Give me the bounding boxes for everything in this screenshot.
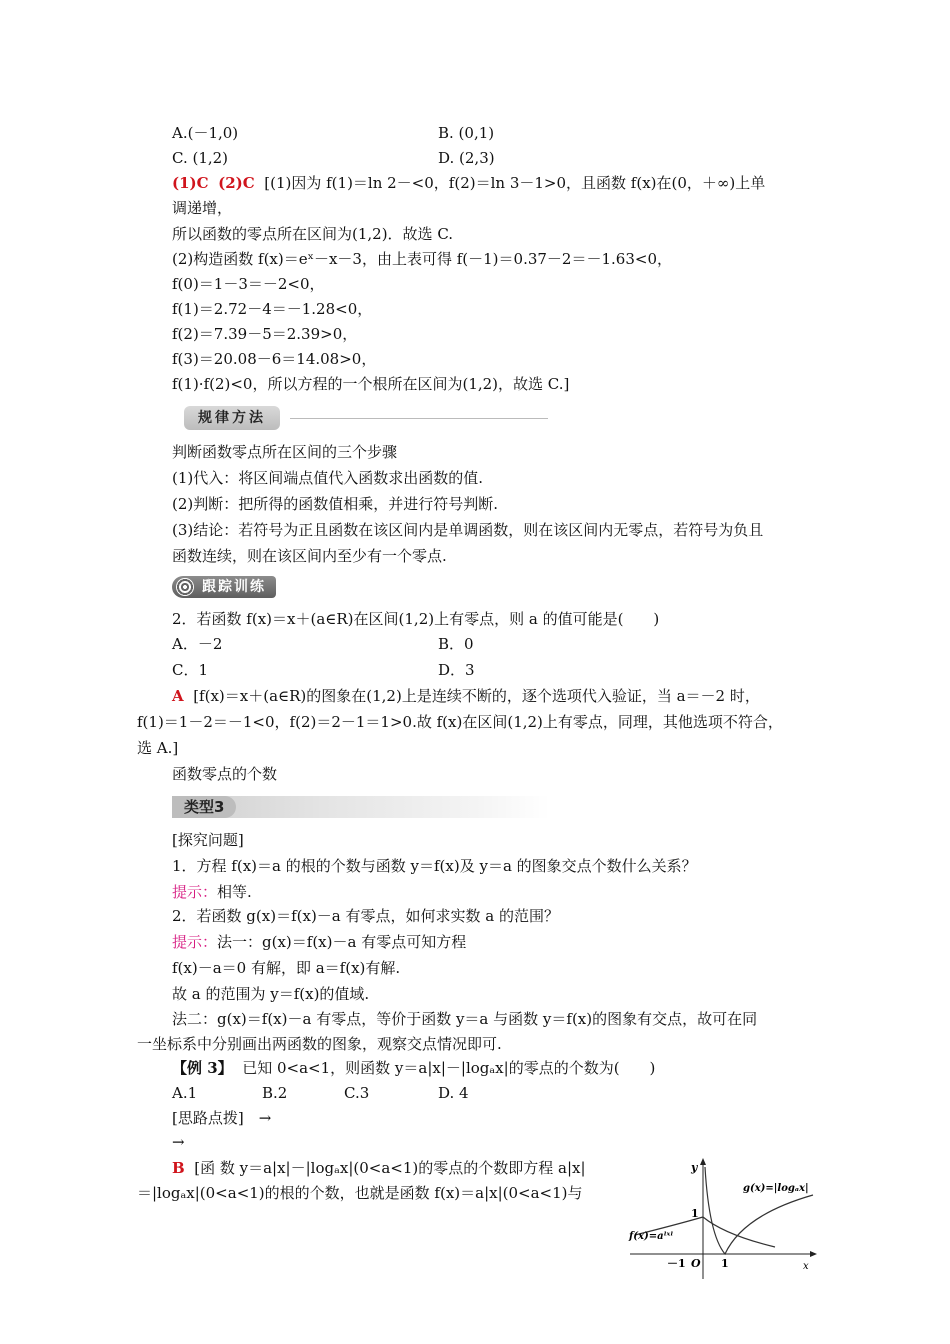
track-answer-label: A — [172, 687, 184, 705]
track-question: 2．若函数 f(x)＝x＋(a∈R)在区间(1,2)上有零点，则 a 的值可能是( ) — [172, 610, 660, 628]
q1-option-a: A.(－1,0) — [172, 124, 239, 142]
method-step-3a: (3)结论：若符号为正且函数在该区间内是单调函数，则在该区间内无零点，若符号为负且 — [172, 521, 764, 539]
y-tick-one: 1 — [691, 1207, 699, 1220]
hint-2 — [172, 932, 466, 952]
f-label: f(x)=aˡˣˡ — [629, 1231, 674, 1242]
example-3-label: 【例 3】 — [172, 1059, 233, 1077]
track-option-c: C．1 — [172, 661, 209, 679]
answer-1-line5: f(0)＝1－3＝－2<0， — [172, 275, 325, 293]
example-option-d: D. 4 — [438, 1084, 469, 1102]
example-answer-label: B — [172, 1159, 185, 1177]
explore-q2: 2．若函数 g(x)＝f(x)－a 有零点，如何求实数 a 的范围？ — [172, 907, 559, 925]
q1-option-b: B. (0,1) — [438, 124, 495, 142]
answer-1-line6: f(1)＝2.72－4＝－1.28<0， — [172, 300, 373, 318]
q1-option-c: C. (1,2) — [172, 149, 229, 167]
explore-label: [探究问题] — [172, 831, 244, 849]
section-heading: 函数零点的个数 — [172, 765, 278, 783]
target-icon — [176, 578, 194, 596]
track-answer-text: [f(x)＝x＋(a∈R)的图象在(1,2)上是连续不断的，逐个选项代入验证，当 a＝－2 时， — [193, 687, 760, 705]
q1-option-d: D. (2,3) — [438, 149, 495, 167]
answer-1-line8: f(3)＝20.08－6＝14.08>0， — [172, 350, 377, 368]
example-3-text: 已知 0<a<1，则函数 y＝a|x|－|logₐx|的零点的个数为( ) — [242, 1059, 656, 1077]
method-step-3b: 函数连续，则在该区间内至少有一个零点. — [172, 547, 447, 565]
function-graph — [625, 1155, 825, 1285]
track-tag — [172, 576, 276, 598]
y-axis-arrow — [700, 1158, 706, 1165]
example-hint: [思路点拨] → — [172, 1109, 272, 1127]
track-answer-line3: 选 A.] — [137, 739, 179, 757]
hint-2-label: 提示： — [172, 933, 218, 951]
x-axis-arrow — [810, 1251, 817, 1257]
x-tick-one: 1 — [721, 1257, 729, 1270]
answer-1-line4: (2)构造函数 f(x)＝eˣ－x－3，由上表可得 f(－1)＝0.37－2＝－1.63<0， — [172, 250, 672, 268]
method-title: 判断函数零点所在区间的三个步骤 — [172, 443, 398, 461]
answer-1-line2: 调递增， — [172, 199, 233, 217]
type-tag: 类型3 — [172, 796, 236, 818]
method-step-2: (2)判断：把所得的函数值相乘，并进行符号判断. — [172, 495, 499, 513]
example-arrow: → — [172, 1133, 185, 1151]
example-option-c: C.3 — [344, 1084, 370, 1102]
hint-2-text: 法一：g(x)＝f(x)－a 有零点可知方程 — [217, 933, 467, 951]
hint-2-line5: 一坐标系中分别画出两函数的图象，观察交点情况即可. — [137, 1035, 502, 1053]
hint-1-label: 提示： — [172, 883, 218, 901]
example-answer-line2: ＝|logₐx|(0<a<1)的根的个数，也就是函数 f(x)＝a|x|(0<a<1)与 — [137, 1184, 583, 1202]
example-answer-text: [函 数 y＝a|x|－|logₐx|(0<a<1)的零点的个数即方程 a|x| — [194, 1159, 586, 1177]
method-rule — [290, 418, 548, 419]
example-answer-line1 — [172, 1158, 586, 1178]
origin-label: O — [691, 1257, 701, 1270]
g-curve — [705, 1167, 813, 1254]
x-label: x — [803, 1261, 809, 1272]
y-label: y — [691, 1161, 698, 1174]
hint-1 — [172, 882, 252, 902]
answer-label-2: (2)C — [218, 174, 255, 192]
track-option-a: A．－2 — [172, 635, 223, 653]
example-option-b: B.2 — [262, 1084, 288, 1102]
example-3 — [172, 1058, 655, 1078]
answer-label-1: (1)C — [172, 174, 209, 192]
method-step-1: (1)代入：将区间端点值代入函数求出函数的值. — [172, 469, 484, 487]
track-option-b: B．0 — [438, 635, 474, 653]
answer-1-line7: f(2)＝7.39－5＝2.39>0， — [172, 325, 358, 343]
x-tick-neg-one: －1 — [667, 1257, 686, 1270]
answer-1-text: [(1)因为 f(1)＝ln 2－<0，f(2)＝ln 3－1>0，且函数 f(x)在(0，＋∞)上单 — [264, 174, 766, 192]
explore-q1: 1．方程 f(x)＝a 的根的个数与函数 y＝f(x)及 y＝a 的图象交点个数什么关系？ — [172, 857, 697, 875]
answer-1-line9: f(1)·f(2)<0，所以方程的一个根所在区间为(1,2)，故选 C.] — [172, 375, 570, 393]
method-tag: 规律方法 — [184, 406, 280, 430]
hint-2-line4: 法二：g(x)＝f(x)－a 有零点，等价于函数 y＝a 与函数 y＝f(x)的图象有交点，故可在同 — [172, 1010, 758, 1028]
hint-2-line3: 故 a 的范围为 y＝f(x)的值域. — [172, 985, 370, 1003]
example-option-a: A.1 — [172, 1084, 198, 1102]
hint-1-text: 相等. — [217, 883, 252, 901]
hint-2-line2: f(x)－a＝0 有解，即 a＝f(x)有解. — [172, 959, 401, 977]
track-answer-line2: f(1)＝1－2＝－1<0，f(2)＝2－1＝1>0.故 f(x)在区间(1,2)上有零点，同理，其他选项不符合， — [137, 713, 783, 731]
track-tag-label: 跟踪训练 — [202, 579, 266, 595]
type-banner — [172, 796, 550, 818]
answer-1-line3: 所以函数的零点所在区间为(1,2)．故选 C. — [172, 225, 454, 243]
g-label: g(x)=|logₐx| — [743, 1183, 809, 1194]
track-answer-line1 — [172, 686, 760, 706]
track-option-d: D．3 — [438, 661, 475, 679]
answer-1-line1 — [172, 173, 765, 193]
